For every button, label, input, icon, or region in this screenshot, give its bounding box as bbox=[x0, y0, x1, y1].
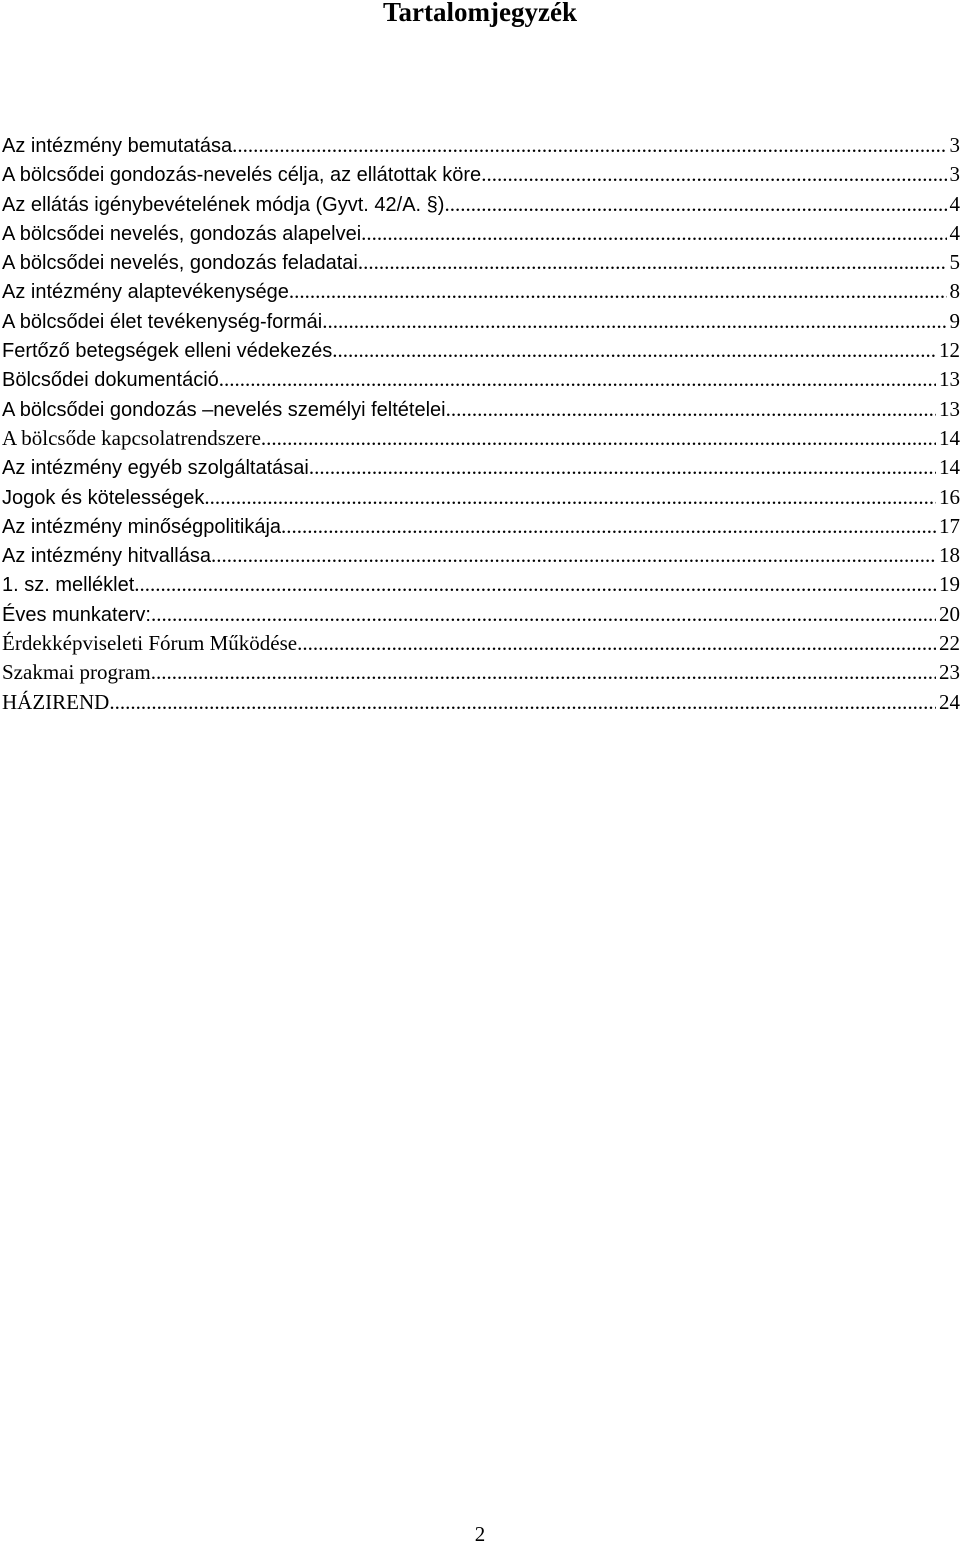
toc-dot-leader bbox=[444, 190, 946, 219]
toc-entry-page: 3 bbox=[949, 162, 960, 187]
toc-entry-page: 14 bbox=[939, 455, 960, 480]
toc-dot-leader bbox=[289, 277, 947, 306]
toc-entry-page: 13 bbox=[939, 396, 960, 421]
toc-dot-leader bbox=[332, 336, 936, 365]
toc-entry-title: Az intézmény bemutatása bbox=[2, 135, 233, 157]
toc-entry-title: Jogok és kötelességek bbox=[2, 486, 205, 509]
toc-entry-minosegpolitikaja[interactable] bbox=[0, 512, 960, 541]
page-number: 2 bbox=[474, 1522, 486, 1546]
toc-entry-title: Az intézmény hitvallása bbox=[2, 545, 211, 568]
table-of-contents bbox=[0, 131, 960, 717]
toc-entry-page: 24 bbox=[939, 689, 960, 714]
toc-entry-page: 4 bbox=[949, 220, 960, 245]
toc-dot-leader bbox=[204, 483, 936, 512]
toc-entry-page: 18 bbox=[939, 543, 960, 568]
toc-entry-celja[interactable] bbox=[0, 160, 960, 189]
toc-entry-title: 1. sz. melléklet bbox=[2, 574, 135, 597]
toc-entry-title: Éves munkaterv: bbox=[2, 603, 151, 626]
toc-dot-leader bbox=[446, 395, 936, 424]
toc-entry-page: 13 bbox=[939, 367, 960, 392]
toc-entry-title: A bölcsődei gondozás –nevelés személyi feltételei bbox=[2, 398, 446, 421]
toc-entry-page: 23 bbox=[939, 660, 960, 685]
toc-entry-title: Az ellátás igénybevételének módja (Gyvt. 42/A. §) bbox=[2, 193, 445, 216]
toc-entry-title: Szakmai program bbox=[2, 660, 151, 685]
toc-entry-feladatai[interactable] bbox=[0, 248, 960, 277]
toc-dot-leader bbox=[481, 160, 946, 189]
toc-dot-leader bbox=[281, 512, 936, 541]
toc-entry-eves-munkaterv[interactable] bbox=[0, 600, 960, 629]
toc-entry-alaptevekenysege[interactable] bbox=[0, 277, 960, 306]
toc-entry-melleklet[interactable] bbox=[0, 570, 960, 599]
toc-entry-page: 17 bbox=[939, 513, 960, 538]
toc-entry-page: 8 bbox=[949, 279, 960, 304]
toc-entry-egyeb-szolgaltatasai[interactable] bbox=[0, 453, 960, 482]
toc-entry-erdekkepviseleti-forum[interactable] bbox=[0, 629, 960, 658]
toc-entry-jogok-kotelessegek[interactable] bbox=[0, 483, 960, 512]
toc-dot-leader bbox=[309, 453, 936, 482]
toc-dot-leader bbox=[358, 248, 947, 277]
toc-entry-title: A bölcsőde kapcsolatrendszere bbox=[2, 425, 261, 450]
toc-entry-page: 5 bbox=[949, 250, 960, 275]
toc-entry-hazirend[interactable] bbox=[0, 688, 960, 717]
toc-entry-title: HÁZIREND bbox=[2, 689, 110, 714]
toc-entry-hitvallasa[interactable] bbox=[0, 541, 960, 570]
toc-entry-title: Az intézmény alaptevékenysége bbox=[2, 281, 289, 304]
toc-dot-leader bbox=[322, 307, 946, 336]
toc-entry-fertozo-betegsegek[interactable] bbox=[0, 336, 960, 365]
toc-entry-page: 3 bbox=[949, 133, 960, 157]
toc-entry-title: A bölcsődei élet tevékenység-formái bbox=[2, 310, 323, 333]
toc-entry-igenybevetel[interactable] bbox=[0, 190, 960, 219]
toc-entry-title: A bölcsődei gondozás-nevelés célja, az ellátottak köre bbox=[2, 164, 482, 187]
toc-entry-title: Fertőző betegségek elleni védekezés bbox=[2, 340, 333, 363]
toc-dot-leader bbox=[232, 131, 946, 160]
toc-entry-bemutatasa[interactable] bbox=[0, 131, 960, 160]
toc-entry-page: 16 bbox=[939, 484, 960, 509]
toc-entry-page: 4 bbox=[949, 191, 960, 216]
toc-entry-title: Bölcsődei dokumentáció bbox=[2, 369, 219, 392]
toc-entry-page: 19 bbox=[939, 572, 960, 597]
toc-entry-page: 22 bbox=[939, 631, 960, 656]
toc-dot-leader bbox=[151, 600, 936, 629]
toc-dot-leader bbox=[151, 658, 936, 687]
toc-entry-title: Az intézmény minőségpolitikája bbox=[2, 515, 282, 538]
toc-entry-page: 9 bbox=[949, 308, 960, 333]
toc-entry-title: Érdekképviseleti Fórum Működése bbox=[2, 631, 298, 656]
toc-dot-leader bbox=[219, 365, 936, 394]
toc-entry-tevekenyseg-formai[interactable] bbox=[0, 307, 960, 336]
page-title: Tartalomjegyzék bbox=[383, 0, 577, 27]
toc-entry-kapcsolatrendszere[interactable] bbox=[0, 424, 960, 453]
toc-entry-alapelvei[interactable] bbox=[0, 219, 960, 248]
toc-entry-dokumentacio[interactable] bbox=[0, 365, 960, 394]
toc-dot-leader bbox=[109, 688, 936, 717]
toc-entry-page: 12 bbox=[939, 338, 960, 363]
toc-dot-leader bbox=[261, 424, 936, 453]
toc-entry-page: 14 bbox=[939, 425, 960, 450]
toc-dot-leader bbox=[134, 570, 936, 599]
toc-entry-szemelyi-feltetelei[interactable] bbox=[0, 395, 960, 424]
toc-entry-szakmai-program[interactable] bbox=[0, 658, 960, 687]
toc-dot-leader bbox=[297, 629, 936, 658]
toc-dot-leader bbox=[361, 219, 946, 248]
toc-dot-leader bbox=[211, 541, 936, 570]
toc-entry-title: Az intézmény egyéb szolgáltatásai bbox=[2, 457, 309, 480]
toc-entry-title: A bölcsődei nevelés, gondozás alapelvei bbox=[2, 222, 362, 245]
toc-entry-title: A bölcsődei nevelés, gondozás feladatai bbox=[2, 252, 358, 275]
toc-entry-page: 20 bbox=[939, 601, 960, 626]
